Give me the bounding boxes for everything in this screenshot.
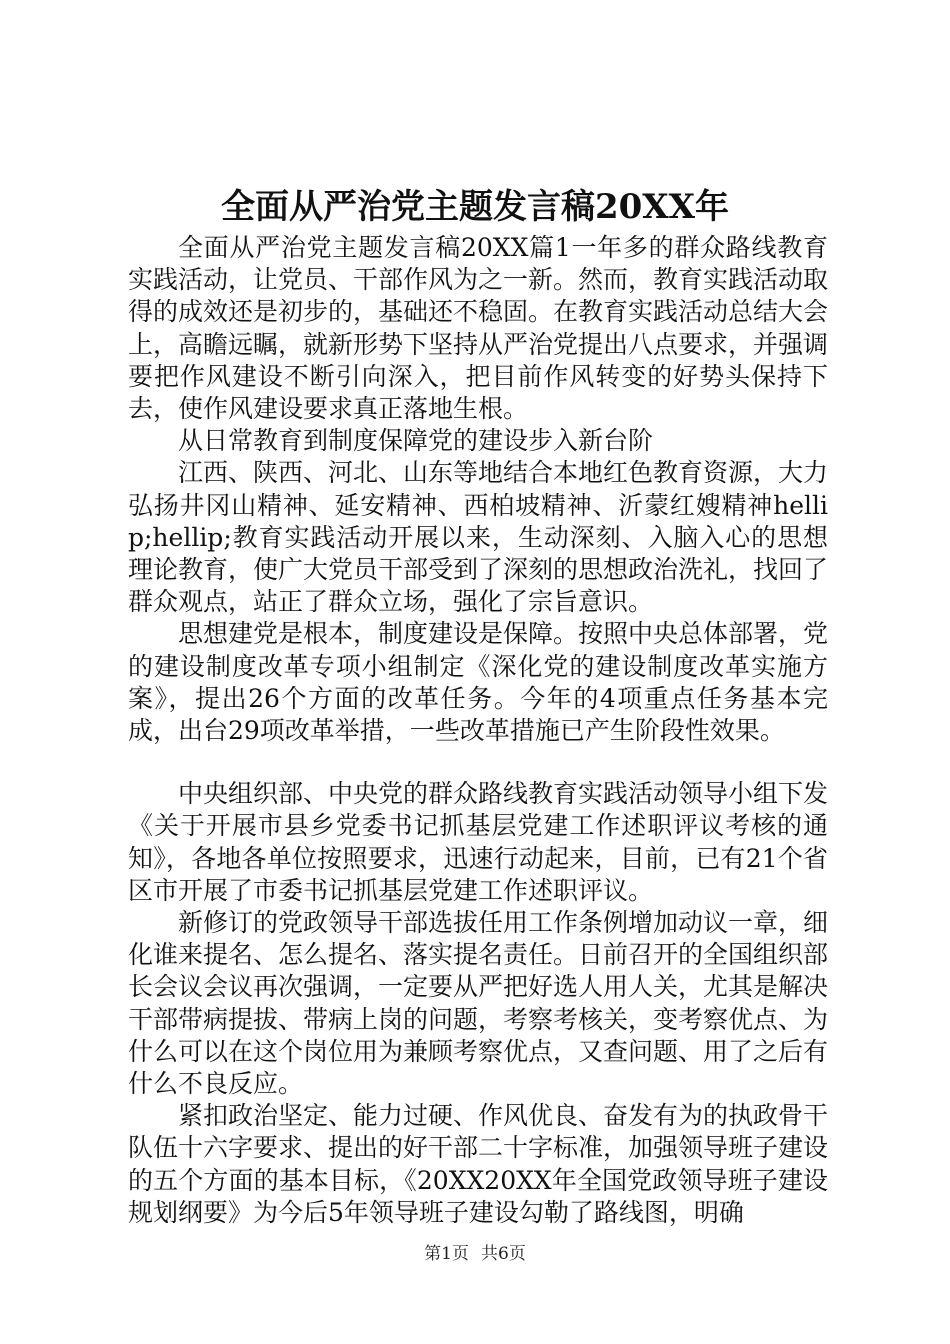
- paragraph-leadership-planning: 紧扣政治坚定、能力过硬、作风优良、奋发有为的执政骨干队伍十六字要求、提出的好干部二十字标准，加强领导班子建设的五个方面的基本目标，《20XX20XX年全国党政领导班子建设规划纲要》为今后5年领导班子建设勾勒了路线图，明确: [128, 1101, 829, 1227]
- paragraph-institution-building: 思想建党是根本，制度建设是保障。按照中央总体部署，党的建设制度改革专项小组制定《深化党的建设制度改革实施方案》，提出26个方面的改革任务。今年的4项重点任务基本完成，出台29项改革举措，一些改革措施已产生阶段性效果。: [128, 619, 829, 746]
- paragraph-subheading: 从日常教育到制度保障党的建设步入新台阶: [178, 426, 654, 456]
- paragraph-red-education: 江西、陕西、河北、山东等地结合本地红色教育资源，大力弘扬井冈山精神、延安精神、西柏坡精神、沂蒙红嫂精神hellip;hellip;教育实践活动开展以来，生动深刻、入脑入心的思想理论教育，使广大党员干部受到了深刻的思想政治洗礼，找回了群众观点，站正了群众立场，强化了宗旨意识。: [128, 458, 829, 617]
- document-title: 全面从严治党主题发言稿20XX年: [220, 187, 730, 227]
- paragraph-grassroots-review: 中央组织部、中央党的群众路线教育实践活动领导小组下发《关于开展市县乡党委书记抓基层党建工作述职评议考核的通知》，各地各单位按照要求，迅速行动起来，目前，已有21个省区市开展了市委书记抓基层党建工作述职评议。: [128, 779, 829, 905]
- page-footer: [0, 1242, 950, 1266]
- page-number: 第1页: [424, 1244, 469, 1264]
- paragraph-cadre-selection: 新修订的党政领导干部选拔任用工作条例增加动议一章，细化谁来提名、怎么提名、落实提名责任。日前召开的全国组织部长会议会议再次强调，一定要从严把好选人用人关，尤其是解决干部带病提拔、带病上岗的问题，考察考核关，变考察优点、为什么可以在这个岗位用为兼顾考察优点，又查问题、用了之后有什么不良反应。: [128, 908, 829, 1099]
- page-total: 共6页: [481, 1244, 526, 1264]
- document-body: [128, 232, 828, 1229]
- paragraph-intro: 全面从严治党主题发言稿20XX篇1一年多的群众路线教育实践活动，让党员、干部作风为之一新。然而，教育实践活动取得的成效还是初步的，基础还不稳固。在教育实践活动总结大会上，高瞻远瞩，就新形势下坚持从严治党提出八点要求，并强调要把作风建设不断引向深入，把目前作风转变的好势头保持下去，使作风建设要求真正落地生根。: [128, 233, 829, 424]
